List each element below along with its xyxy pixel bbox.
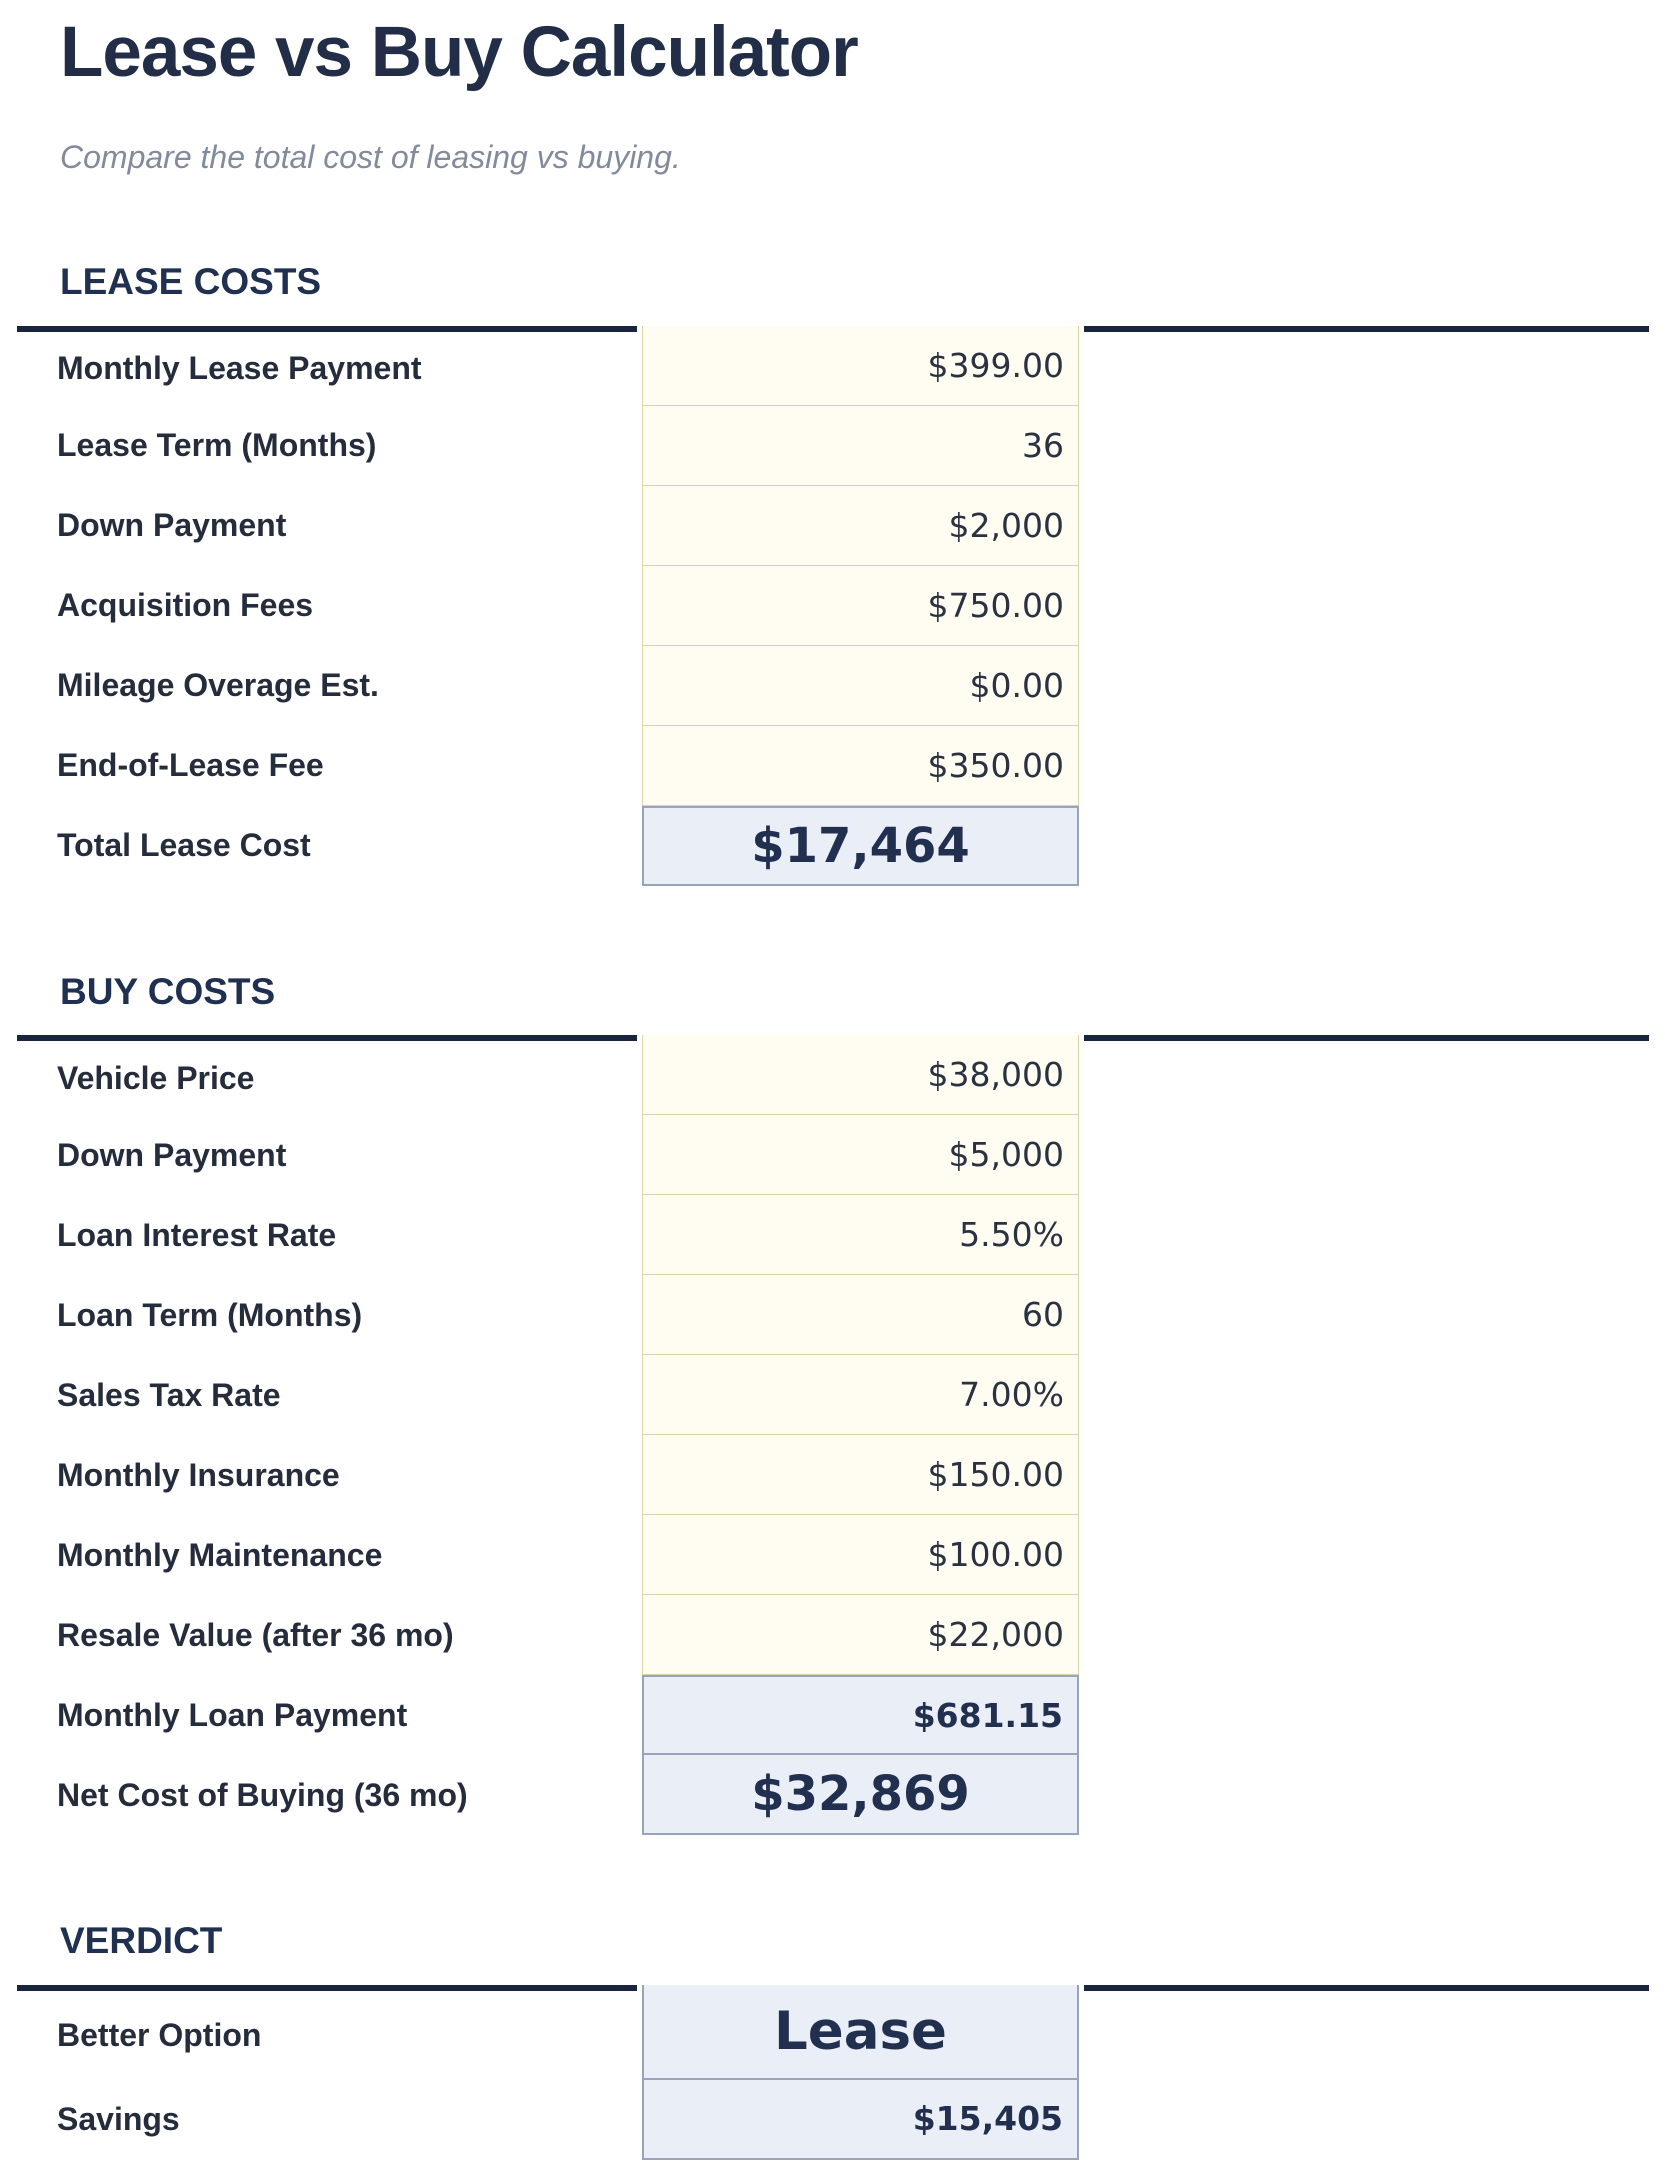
input-cell[interactable]: $38,000 [642,1035,1079,1115]
row-label: Monthly Maintenance [57,1536,383,1573]
sections-container [0,260,1665,2159]
section-title: BUY COSTS [60,970,276,1012]
row-label: Monthly Loan Payment [57,1696,408,1733]
computed-cell: Lease [642,1985,1079,2080]
spacer-cell [1084,1755,1649,1835]
spacer-cell [1084,566,1649,646]
calc-table [17,1035,1665,1835]
section-title: VERDICT [60,1920,223,1962]
input-cell[interactable]: $350.00 [642,726,1079,806]
row-label: Vehicle Price [17,1035,637,1115]
row-label: Mileage Overage Est. [57,667,379,704]
row-label: Down Payment [57,1136,287,1173]
input-cell[interactable]: $100.00 [642,1515,1079,1595]
spacer-cell [1084,1355,1649,1435]
row-label: Monthly Insurance [57,1456,340,1493]
spacer-cell [1084,1115,1649,1195]
spacer-cell [1084,1035,1649,1115]
row-label: Sales Tax Rate [57,1376,281,1413]
spacer-cell [1084,2080,1649,2160]
calc-section [0,970,1665,1835]
spacer-cell [1084,1675,1649,1755]
row-label: Loan Term (Months) [57,1296,363,1333]
spacer-cell [1084,1275,1649,1355]
input-cell[interactable]: 36 [642,406,1079,486]
calc-section [0,1919,1665,2159]
page-subtitle: Compare the total cost of leasing vs buying. [60,139,681,176]
page-title: Lease vs Buy Calculator [60,13,858,92]
row-label: Better Option [17,1985,637,2080]
computed-cell: $681.15 [642,1675,1079,1755]
spacer-cell [1084,646,1649,726]
computed-cell: $32,869 [642,1755,1079,1835]
row-label: Net Cost of Buying (36 mo) [57,1776,468,1813]
input-cell[interactable]: $399.00 [642,326,1079,406]
input-cell[interactable]: $5,000 [642,1115,1079,1195]
section-title: LEASE COSTS [60,261,322,303]
input-cell[interactable]: 60 [642,1275,1079,1355]
input-cell[interactable]: $2,000 [642,486,1079,566]
row-label: End-of-Lease Fee [57,747,324,784]
calc-section [0,260,1665,885]
row-label: Total Lease Cost [57,827,311,864]
input-cell[interactable]: $150.00 [642,1435,1079,1515]
spacer-cell [1084,1985,1649,2080]
calc-table [17,1985,1665,2160]
row-label: Resale Value (after 36 mo) [57,1616,454,1653]
input-cell[interactable]: 7.00% [642,1355,1079,1435]
row-label: Savings [57,2101,180,2138]
spacer-cell [1084,406,1649,486]
spacer-cell [1084,1435,1649,1515]
row-label: Monthly Lease Payment [17,326,637,406]
spacer-cell [1084,1195,1649,1275]
spacer-cell [1084,806,1649,886]
row-label: Down Payment [57,507,287,544]
spacer-cell [1084,486,1649,566]
computed-cell: $15,405 [642,2080,1079,2160]
input-cell[interactable]: $22,000 [642,1595,1079,1675]
spacer-cell [1084,326,1649,406]
input-cell[interactable]: $0.00 [642,646,1079,726]
input-cell[interactable]: 5.50% [642,1195,1079,1275]
row-label: Acquisition Fees [57,587,314,624]
spacer-cell [1084,1595,1649,1675]
calc-table [17,326,1665,886]
row-label: Loan Interest Rate [57,1216,337,1253]
input-cell[interactable]: $750.00 [642,566,1079,646]
computed-cell: $17,464 [642,806,1079,886]
spacer-cell [1084,726,1649,806]
row-label: Lease Term (Months) [57,427,377,464]
spacer-cell [1084,1515,1649,1595]
